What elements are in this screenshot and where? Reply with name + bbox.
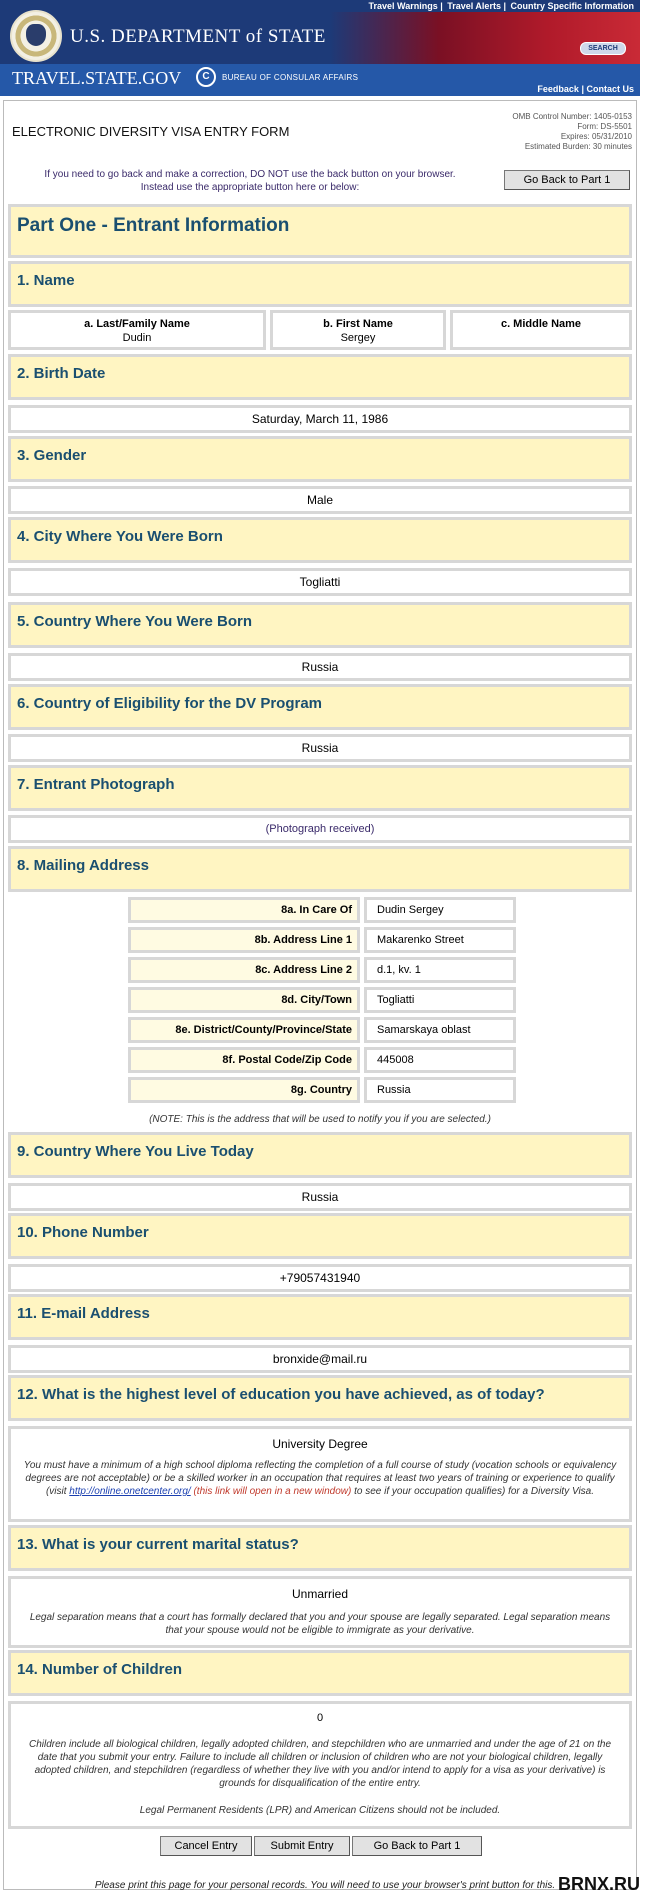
instruction-line: If you need to go back and make a correction, DO NOT use the back button on your browser. bbox=[44, 169, 456, 180]
marital-value: Unmarried bbox=[291, 1587, 348, 1601]
birth-date-value: Saturday, March 11, 1986 bbox=[8, 405, 632, 433]
marital-box bbox=[8, 1576, 632, 1648]
travel-warnings-link[interactable]: Travel Warnings bbox=[368, 1, 438, 11]
onetcenter-link[interactable]: http://online.onetcenter.org/ bbox=[69, 1486, 191, 1497]
address-line-1-value: Makarenko Street bbox=[364, 927, 516, 953]
children-note: Children include all biological children, legally adopted children, and stepchildren who are unmarried and under the age of 21 on the date that you submit your entry. Failure to include all children or inclusion of children who are not your biological children, legally adopted children, and stepchildren (regardless of whether they live with you and/or intend to apply for a visa as your derivative) is grounds for disqualification of the entire entry. bbox=[28, 1739, 612, 1789]
gender-value: Male bbox=[8, 486, 632, 514]
education-box bbox=[8, 1426, 632, 1522]
section-header-mailing-address: 8. Mailing Address bbox=[8, 846, 632, 892]
contact-link[interactable]: Contact Us bbox=[586, 84, 634, 94]
department-name: U.S. DEPARTMENT of STATE bbox=[70, 26, 326, 47]
section-header-phone: 10. Phone Number bbox=[8, 1213, 632, 1259]
district-value: Samarskaya oblast bbox=[364, 1017, 516, 1043]
photograph-status: (Photograph received) bbox=[8, 815, 632, 843]
section-header-name: 1. Name bbox=[8, 261, 632, 307]
education-value: University Degree bbox=[272, 1437, 368, 1451]
section-header-gender: 3. Gender bbox=[8, 436, 632, 482]
omb-line: OMB Control Number: 1405-0153 bbox=[512, 112, 632, 121]
first-name-cell bbox=[270, 310, 446, 350]
district-label: 8e. District/County/Province/State bbox=[128, 1017, 360, 1043]
first-name-label: b. First Name bbox=[323, 318, 393, 330]
section-header-city-born: 4. City Where You Were Born bbox=[8, 517, 632, 563]
first-name-value: Sergey bbox=[340, 332, 376, 344]
top-nav: Travel Warnings | Travel Alerts | Country Specific Information bbox=[368, 1, 634, 11]
submit-entry-button[interactable]: Submit Entry bbox=[254, 1836, 350, 1856]
search-button[interactable]: SEARCH bbox=[580, 42, 626, 55]
site-banner bbox=[0, 0, 640, 96]
country-label: 8g. Country bbox=[128, 1077, 360, 1103]
mailing-note: (NOTE: This is the address that will be used to notify you if you are selected.) bbox=[149, 1114, 491, 1125]
in-care-of-value: Dudin Sergey bbox=[364, 897, 516, 923]
postal-code-value: 445008 bbox=[364, 1047, 516, 1073]
in-care-of-label: 8a. In Care Of bbox=[128, 897, 360, 923]
last-name-label: a. Last/Family Name bbox=[84, 318, 190, 330]
address-line-2-value: d.1, kv. 1 bbox=[364, 957, 516, 983]
omb-line: Form: DS-5501 bbox=[577, 122, 632, 131]
city-town-value: Togliatti bbox=[364, 987, 516, 1013]
children-box bbox=[8, 1701, 632, 1829]
instruction-line: Instead use the appropriate button here or below: bbox=[140, 182, 360, 193]
children-note-lpr: Legal Permanent Residents (LPR) and American Citizens should not be included. bbox=[139, 1805, 501, 1816]
section-header-country-born: 5. Country Where You Were Born bbox=[8, 602, 632, 648]
part-title: Part One - Entrant Information bbox=[8, 204, 632, 258]
consular-affairs-icon: C bbox=[196, 67, 216, 87]
country-born-value: Russia bbox=[8, 653, 632, 681]
email-value: bronxide@mail.ru bbox=[8, 1345, 632, 1373]
watermark: BRNX.RU bbox=[557, 1874, 640, 1894]
middle-name-cell bbox=[450, 310, 632, 350]
travel-alerts-link[interactable]: Travel Alerts bbox=[447, 1, 501, 11]
section-header-email: 11. E-mail Address bbox=[8, 1294, 632, 1340]
middle-name-label: c. Middle Name bbox=[500, 318, 582, 330]
form-title: ELECTRONIC DIVERSITY VISA ENTRY FORM bbox=[12, 124, 290, 139]
omb-info bbox=[512, 112, 632, 152]
new-window-note: (this link will open in a new window) bbox=[190, 1486, 352, 1497]
sub-nav: Feedback | Contact Us bbox=[537, 84, 634, 94]
print-note: Please print this page for your personal records. You will need to use your browser's print button for this. bbox=[94, 1880, 556, 1891]
live-today-value: Russia bbox=[8, 1183, 632, 1211]
phone-value: +79057431940 bbox=[8, 1264, 632, 1292]
last-name-value: Dudin bbox=[122, 332, 152, 344]
education-note bbox=[21, 1459, 619, 1498]
children-value: 0 bbox=[316, 1712, 324, 1724]
omb-line: Expires: 05/31/2010 bbox=[560, 132, 632, 141]
eligibility-value: Russia bbox=[8, 734, 632, 762]
banner-flag-stripe bbox=[330, 12, 640, 64]
section-header-birth-date: 2. Birth Date bbox=[8, 354, 632, 400]
country-value: Russia bbox=[364, 1077, 516, 1103]
marital-note: Legal separation means that a court has formally declared that you and your spouse are legally separated. Legal separation means that your spouse would not be eligible to immigrate as your derivative. bbox=[29, 1612, 611, 1636]
postal-code-label: 8f. Postal Code/Zip Code bbox=[128, 1047, 360, 1073]
education-note-text-end: to see if your occupation qualifies) for a Diversity Visa. bbox=[351, 1486, 595, 1497]
section-header-live-today: 9. Country Where You Live Today bbox=[8, 1132, 632, 1178]
go-back-button-bottom[interactable]: Go Back to Part 1 bbox=[352, 1836, 482, 1856]
section-header-marital: 13. What is your current marital status? bbox=[8, 1525, 632, 1571]
feedback-link[interactable]: Feedback bbox=[537, 84, 579, 94]
go-back-button-top[interactable]: Go Back to Part 1 bbox=[504, 170, 630, 190]
cancel-entry-button[interactable]: Cancel Entry bbox=[160, 1836, 252, 1856]
address-line-1-label: 8b. Address Line 1 bbox=[128, 927, 360, 953]
section-header-education: 12. What is the highest level of education you have achieved, as of today? bbox=[8, 1375, 632, 1421]
site-logo[interactable]: TRAVEL.STATE.GOV bbox=[12, 68, 182, 88]
section-header-photograph: 7. Entrant Photograph bbox=[8, 765, 632, 811]
city-born-value: Togliatti bbox=[8, 568, 632, 596]
state-seal-icon bbox=[10, 10, 62, 62]
omb-line: Estimated Burden: 30 minutes bbox=[524, 142, 632, 151]
country-info-link[interactable]: Country Specific Information bbox=[510, 1, 634, 11]
education-note-text: You must have a minimum of a high school diploma reflecting the completion of a full course of study (vocation schools or equivalency degrees are not acceptable) or be a skilled worker in an occupation that requires at least two years of training or experience to qualify (visit bbox=[23, 1460, 617, 1497]
last-name-cell bbox=[8, 310, 266, 350]
section-header-children: 14. Number of Children bbox=[8, 1650, 632, 1696]
city-town-label: 8d. City/Town bbox=[128, 987, 360, 1013]
section-header-eligibility: 6. Country of Eligibility for the DV Program bbox=[8, 684, 632, 730]
address-line-2-label: 8c. Address Line 2 bbox=[128, 957, 360, 983]
bureau-name: BUREAU OF CONSULAR AFFAIRS bbox=[222, 73, 359, 82]
instructions bbox=[20, 168, 480, 194]
